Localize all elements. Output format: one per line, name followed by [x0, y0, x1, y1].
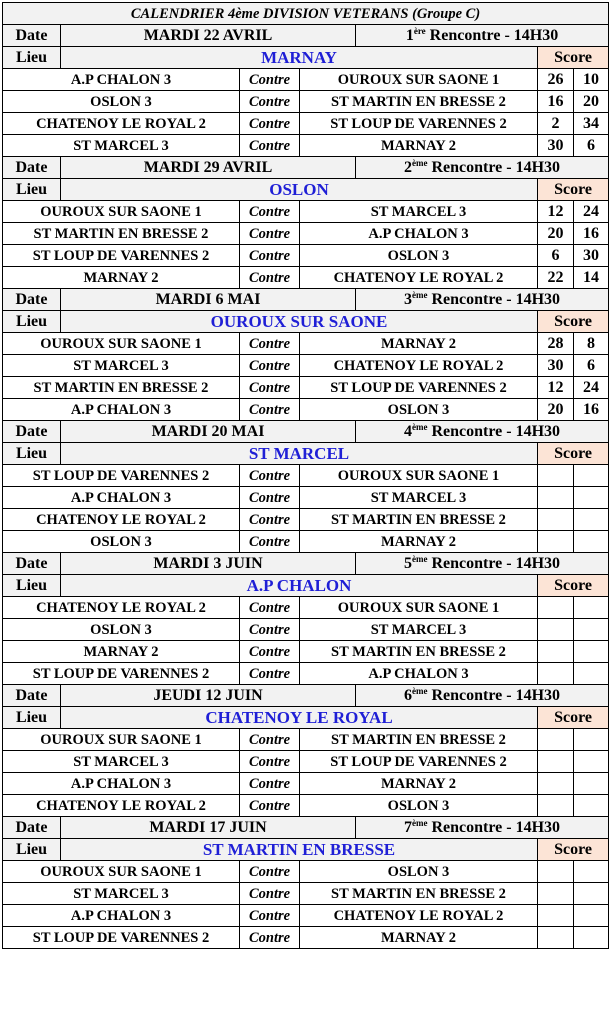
match-row [3, 91, 609, 113]
away-team: OSLON 3 [300, 795, 538, 817]
away-team: ST MARTIN EN BRESSE 2 [300, 729, 538, 751]
round-date: MARDI 6 MAI [61, 289, 356, 311]
round-ordinal: ère [413, 25, 426, 36]
round-time: Rencontre - 14H30 [427, 818, 561, 836]
match-row [3, 861, 609, 883]
home-score [538, 883, 574, 905]
versus-label: Contre [240, 927, 300, 949]
home-team: A.P CHALON 3 [3, 773, 240, 795]
away-score [574, 641, 609, 663]
match-row [3, 333, 609, 355]
lieu-label: Lieu [3, 443, 61, 465]
away-team: MARNAY 2 [300, 135, 538, 157]
date-label: Date [3, 553, 61, 575]
round-info [356, 817, 609, 839]
date-label: Date [3, 421, 61, 443]
round-venue-row [3, 179, 609, 201]
round-date: MARDI 3 JUIN [61, 553, 356, 575]
round-info [356, 685, 609, 707]
round-info [356, 25, 609, 47]
round-info [356, 421, 609, 443]
round-venue-row [3, 47, 609, 69]
away-team: ST LOUP DE VARENNES 2 [300, 113, 538, 135]
home-team: CHATENOY LE ROYAL 2 [3, 509, 240, 531]
versus-label: Contre [240, 509, 300, 531]
round-info [356, 553, 609, 575]
versus-label: Contre [240, 355, 300, 377]
away-score [574, 531, 609, 553]
round-info [356, 157, 609, 179]
round-date-row [3, 157, 609, 179]
away-team: ST MARCEL 3 [300, 619, 538, 641]
round-date: JEUDI 12 JUIN [61, 685, 356, 707]
versus-label: Contre [240, 267, 300, 289]
match-row [3, 201, 609, 223]
match-row [3, 399, 609, 421]
venue-name: OSLON [61, 179, 538, 201]
home-score [538, 641, 574, 663]
away-score: 16 [574, 399, 609, 421]
home-team: ST MARCEL 3 [3, 355, 240, 377]
match-row [3, 729, 609, 751]
round-date: MARDI 20 MAI [61, 421, 356, 443]
away-score [574, 597, 609, 619]
away-team: OUROUX SUR SAONE 1 [300, 69, 538, 91]
versus-label: Contre [240, 245, 300, 267]
match-row [3, 223, 609, 245]
versus-label: Contre [240, 773, 300, 795]
round-ordinal: ème [411, 289, 428, 300]
round-ordinal: ème [411, 421, 428, 432]
away-score: 6 [574, 135, 609, 157]
home-score [538, 927, 574, 949]
home-team: ST LOUP DE VARENNES 2 [3, 927, 240, 949]
home-team: OUROUX SUR SAONE 1 [3, 201, 240, 223]
lieu-label: Lieu [3, 47, 61, 69]
home-team: A.P CHALON 3 [3, 905, 240, 927]
score-header: Score [538, 707, 609, 729]
home-score: 20 [538, 399, 574, 421]
home-team: OUROUX SUR SAONE 1 [3, 861, 240, 883]
away-score: 24 [574, 201, 609, 223]
round-time: Rencontre - 14H30 [427, 554, 561, 572]
versus-label: Contre [240, 619, 300, 641]
date-label: Date [3, 157, 61, 179]
home-team: OUROUX SUR SAONE 1 [3, 333, 240, 355]
away-team: ST MARCEL 3 [300, 487, 538, 509]
versus-label: Contre [240, 223, 300, 245]
round-time: Rencontre - 14H30 [427, 158, 561, 176]
lieu-label: Lieu [3, 839, 61, 861]
round-date: MARDI 17 JUIN [61, 817, 356, 839]
venue-name: A.P CHALON [61, 575, 538, 597]
away-score: 20 [574, 91, 609, 113]
match-row [3, 135, 609, 157]
home-score: 6 [538, 245, 574, 267]
home-score [538, 773, 574, 795]
match-row [3, 597, 609, 619]
away-team: ST MARTIN EN BRESSE 2 [300, 509, 538, 531]
home-score [538, 663, 574, 685]
home-score [538, 795, 574, 817]
versus-label: Contre [240, 333, 300, 355]
home-team: MARNAY 2 [3, 641, 240, 663]
match-row [3, 927, 609, 949]
away-score [574, 795, 609, 817]
home-score: 16 [538, 91, 574, 113]
home-score [538, 905, 574, 927]
home-score: 30 [538, 355, 574, 377]
match-row [3, 751, 609, 773]
home-team: OSLON 3 [3, 619, 240, 641]
away-score [574, 773, 609, 795]
away-score [574, 619, 609, 641]
versus-label: Contre [240, 69, 300, 91]
round-number: 7 [403, 818, 412, 836]
versus-label: Contre [240, 531, 300, 553]
venue-name: ST MARTIN EN BRESSE [61, 839, 538, 861]
away-score [574, 465, 609, 487]
match-row [3, 641, 609, 663]
home-team: ST MARCEL 3 [3, 751, 240, 773]
lieu-label: Lieu [3, 311, 61, 333]
round-number: 2 [403, 158, 412, 176]
round-number: 6 [403, 686, 412, 704]
round-date-row [3, 817, 609, 839]
away-score: 14 [574, 267, 609, 289]
home-team: A.P CHALON 3 [3, 487, 240, 509]
home-team: ST MARCEL 3 [3, 883, 240, 905]
away-score [574, 883, 609, 905]
away-score: 34 [574, 113, 609, 135]
score-header: Score [538, 47, 609, 69]
match-row [3, 487, 609, 509]
score-header: Score [538, 575, 609, 597]
round-time: Rencontre - 14H30 [427, 686, 561, 704]
away-score [574, 663, 609, 685]
round-number: 4 [403, 422, 412, 440]
date-label: Date [3, 685, 61, 707]
home-score: 22 [538, 267, 574, 289]
away-score [574, 861, 609, 883]
match-row [3, 773, 609, 795]
match-row [3, 531, 609, 553]
home-score: 2 [538, 113, 574, 135]
home-score [538, 509, 574, 531]
score-header: Score [538, 179, 609, 201]
home-team: ST LOUP DE VARENNES 2 [3, 245, 240, 267]
round-date-row [3, 553, 609, 575]
away-score: 10 [574, 69, 609, 91]
versus-label: Contre [240, 883, 300, 905]
home-score [538, 487, 574, 509]
away-team: ST MARTIN EN BRESSE 2 [300, 91, 538, 113]
away-team: ST LOUP DE VARENNES 2 [300, 377, 538, 399]
away-score [574, 905, 609, 927]
away-team: OUROUX SUR SAONE 1 [300, 465, 538, 487]
round-time: Rencontre - 14H30 [427, 290, 561, 308]
away-team: MARNAY 2 [300, 927, 538, 949]
round-number: 5 [403, 554, 412, 572]
versus-label: Contre [240, 729, 300, 751]
lieu-label: Lieu [3, 575, 61, 597]
match-row [3, 663, 609, 685]
home-team: ST LOUP DE VARENNES 2 [3, 465, 240, 487]
versus-label: Contre [240, 399, 300, 421]
away-team: MARNAY 2 [300, 531, 538, 553]
home-team: OSLON 3 [3, 531, 240, 553]
home-score: 12 [538, 201, 574, 223]
home-score: 26 [538, 69, 574, 91]
date-label: Date [3, 817, 61, 839]
away-team: MARNAY 2 [300, 333, 538, 355]
home-team: OSLON 3 [3, 91, 240, 113]
versus-label: Contre [240, 795, 300, 817]
match-row [3, 113, 609, 135]
home-team: A.P CHALON 3 [3, 69, 240, 91]
away-team: OSLON 3 [300, 861, 538, 883]
calendar-table [2, 2, 609, 949]
away-team: OUROUX SUR SAONE 1 [300, 597, 538, 619]
match-row [3, 619, 609, 641]
away-score: 30 [574, 245, 609, 267]
versus-label: Contre [240, 113, 300, 135]
match-row [3, 355, 609, 377]
away-team: CHATENOY LE ROYAL 2 [300, 905, 538, 927]
home-team: OUROUX SUR SAONE 1 [3, 729, 240, 751]
home-team: A.P CHALON 3 [3, 399, 240, 421]
home-score: 20 [538, 223, 574, 245]
away-team: A.P CHALON 3 [300, 663, 538, 685]
date-label: Date [3, 289, 61, 311]
round-date-row [3, 421, 609, 443]
page-title: CALENDRIER 4ème DIVISION VETERANS (Groupe C) [3, 3, 609, 25]
away-score: 8 [574, 333, 609, 355]
round-info [356, 289, 609, 311]
away-team: CHATENOY LE ROYAL 2 [300, 355, 538, 377]
score-header: Score [538, 311, 609, 333]
match-row [3, 883, 609, 905]
home-score [538, 619, 574, 641]
home-team: ST MARTIN EN BRESSE 2 [3, 377, 240, 399]
home-team: ST MARCEL 3 [3, 135, 240, 157]
lieu-label: Lieu [3, 707, 61, 729]
home-team: CHATENOY LE ROYAL 2 [3, 795, 240, 817]
away-team: ST MARCEL 3 [300, 201, 538, 223]
round-date-row [3, 685, 609, 707]
home-score [538, 597, 574, 619]
round-date-row [3, 289, 609, 311]
versus-label: Contre [240, 597, 300, 619]
round-venue-row [3, 707, 609, 729]
round-venue-row [3, 311, 609, 333]
match-row [3, 69, 609, 91]
score-header: Score [538, 839, 609, 861]
away-score [574, 509, 609, 531]
away-team: ST LOUP DE VARENNES 2 [300, 751, 538, 773]
away-team: ST MARTIN EN BRESSE 2 [300, 641, 538, 663]
away-score: 16 [574, 223, 609, 245]
round-venue-row [3, 443, 609, 465]
match-row [3, 267, 609, 289]
round-date: MARDI 22 AVRIL [61, 25, 356, 47]
versus-label: Contre [240, 663, 300, 685]
match-row [3, 509, 609, 531]
lieu-label: Lieu [3, 179, 61, 201]
away-score [574, 927, 609, 949]
versus-label: Contre [240, 377, 300, 399]
versus-label: Contre [240, 201, 300, 223]
away-score: 6 [574, 355, 609, 377]
round-number: 1 [405, 26, 414, 44]
away-score [574, 487, 609, 509]
round-ordinal: ème [411, 685, 428, 696]
home-score [538, 751, 574, 773]
home-team: CHATENOY LE ROYAL 2 [3, 113, 240, 135]
match-row [3, 245, 609, 267]
away-score [574, 751, 609, 773]
venue-name: OUROUX SUR SAONE [61, 311, 538, 333]
home-team: ST LOUP DE VARENNES 2 [3, 663, 240, 685]
versus-label: Contre [240, 135, 300, 157]
home-team: ST MARTIN EN BRESSE 2 [3, 223, 240, 245]
away-team: MARNAY 2 [300, 773, 538, 795]
home-score [538, 465, 574, 487]
versus-label: Contre [240, 465, 300, 487]
away-score: 24 [574, 377, 609, 399]
round-number: 3 [403, 290, 412, 308]
venue-name: CHATENOY LE ROYAL [61, 707, 538, 729]
versus-label: Contre [240, 641, 300, 663]
away-team: OSLON 3 [300, 245, 538, 267]
calendar-body [3, 3, 609, 949]
home-team: MARNAY 2 [3, 267, 240, 289]
home-score [538, 531, 574, 553]
away-score [574, 729, 609, 751]
versus-label: Contre [240, 487, 300, 509]
round-ordinal: ème [411, 817, 428, 828]
title-row [3, 3, 609, 25]
match-row [3, 465, 609, 487]
versus-label: Contre [240, 751, 300, 773]
away-team: ST MARTIN EN BRESSE 2 [300, 883, 538, 905]
match-row [3, 905, 609, 927]
home-score: 30 [538, 135, 574, 157]
score-header: Score [538, 443, 609, 465]
round-venue-row [3, 839, 609, 861]
home-team: CHATENOY LE ROYAL 2 [3, 597, 240, 619]
away-team: OSLON 3 [300, 399, 538, 421]
venue-name: ST MARCEL [61, 443, 538, 465]
home-score: 12 [538, 377, 574, 399]
round-date-row [3, 25, 609, 47]
round-ordinal: ème [411, 553, 428, 564]
round-ordinal: ème [411, 157, 428, 168]
match-row [3, 377, 609, 399]
round-date: MARDI 29 AVRIL [61, 157, 356, 179]
round-venue-row [3, 575, 609, 597]
match-row [3, 795, 609, 817]
versus-label: Contre [240, 861, 300, 883]
away-team: CHATENOY LE ROYAL 2 [300, 267, 538, 289]
date-label: Date [3, 25, 61, 47]
versus-label: Contre [240, 905, 300, 927]
home-score [538, 861, 574, 883]
venue-name: MARNAY [61, 47, 538, 69]
round-time: Rencontre - 14H30 [425, 26, 559, 44]
home-score: 28 [538, 333, 574, 355]
home-score [538, 729, 574, 751]
round-time: Rencontre - 14H30 [427, 422, 561, 440]
versus-label: Contre [240, 91, 300, 113]
away-team: A.P CHALON 3 [300, 223, 538, 245]
